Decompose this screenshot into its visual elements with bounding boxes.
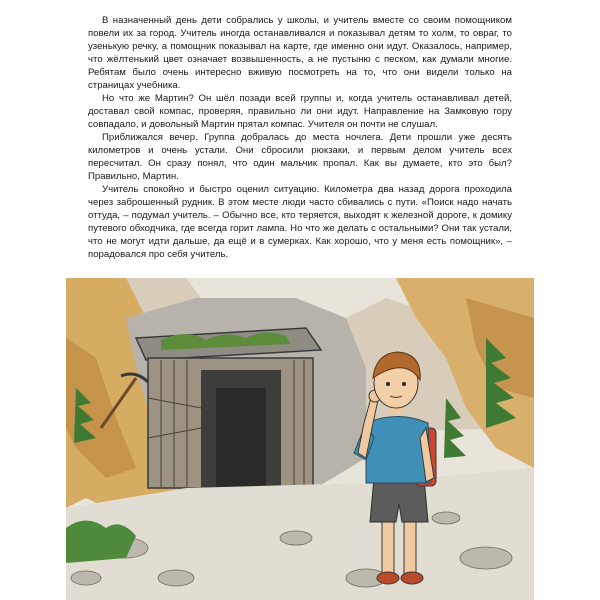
paragraph-1: В назначенный день дети собрались у школы, и учитель вместе со своим помощником повели их за город. Учитель иногда останавливался и показывал детям то холм, то овраг, то узенькую речку, а помощник показывал на карте, где именно они идут. Оказалось, например, что жёлтенький цвет означает возвышенность, а не пустыню с песком, как думали многие. Ребятам было очень интересно вживую посмотреть на то, что они видели только на страницах учебника. (88, 15, 512, 91)
paragraph-4: Учитель спокойно и быстро оценил ситуацию. Километра два назад дорога проходила через заброшенный рудник. В этом месте люди часто сбивались с пути. «Поиск надо начать оттуда, – подумал учитель. – Обычно все, кто теряется, выходят к железной дороге, к домику путевого обходчика, где всегда горит лампа. Но что же делать с остальными? Они так устали, что не могут идти дальше, да ещё и в сумерках. Как хорошо, что у меня есть помощник», – порадовался про себя учитель. (88, 184, 512, 260)
illustration-svg (66, 278, 534, 600)
bush (66, 521, 136, 564)
paragraph-3: Приближался вечер. Группа добралась до места ночлега. Дети прошли уже десять километров и очень устали. Они сбросили рюкзаки, и первым делом учитель всех пересчитал. Он сразу понял, что один мальчик пропал. Как вы думаете, кто это был? Правильно, Мартин. (88, 132, 512, 182)
paragraph-2: Но что же Мартин? Он шёл позади всей группы и, когда учитель останавливал детей, доставал свой компас, проверяя, правильно ли они идут. Направление на Замковую гору совпадало, и довольный Мартин прятал компас. Учителя он почти не слушал. (88, 93, 512, 130)
story-text (88, 14, 512, 261)
mine-tunnel (216, 388, 266, 488)
mine-entrance-illustration (66, 278, 534, 600)
